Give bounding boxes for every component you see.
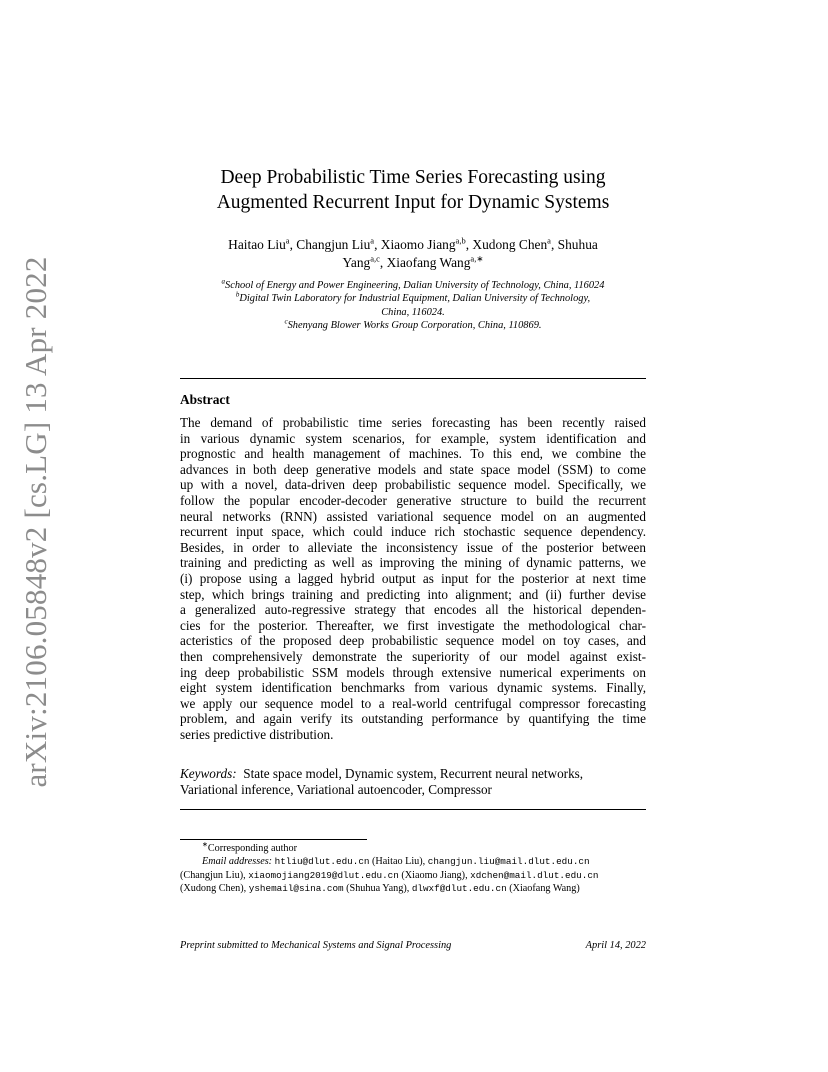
keywords-text: State space model, Dynamic system, Recurrent neural networks, [243,766,584,781]
author-name: Xiaomo Jiang [380,237,456,252]
email-label: Email addresses: [202,856,273,868]
abstract-line: step, which brings training and predicting into alignment; and (ii) further devise [180,586,646,602]
abstract-bottom-rule [180,809,646,810]
affiliation-text: School of Energy and Power Engineering, Dalian University of Technology, China, 116024 [225,280,605,291]
email-link[interactable]: changjun.liu@mail.dlut.edu.cn [427,856,590,868]
author-affil-mark: a,c [370,253,380,264]
author-name: Changjun Liu [296,237,371,252]
abstract-line: neural networks (RNN) assisted variational sequence model on an augmented [180,508,646,524]
author-affil-mark: a [285,235,290,246]
paper-title [170,165,656,215]
abstract-line: The demand of probabilistic time series forecasting has been recently raised [180,415,646,430]
abstract-line: eight system identification benchmarks from various dynamic systems. Finally, [180,680,646,696]
author-affil-mark: a,∗ [470,253,484,264]
abstract-line: problem, and again verify its outstanding performance by quantifying the time [180,711,646,727]
author-affil-mark: a,b [455,235,466,246]
keywords [180,766,646,797]
abstract-line: prognostic and health management of machines. To this end, we combine the [180,446,646,462]
author-separator: , [374,237,381,252]
affiliation-mark: a [221,277,226,286]
author-list [170,236,656,272]
email-line-3: (Xudong Chen), yshemail@sina.com (Shuhua Yang), dlwxf@dlut.edu.cn (Xiaofang Wang) [180,883,580,895]
abstract-body [180,415,646,742]
keywords-line-2: Variational inference, Variational autoencoder, Compressor [180,781,492,797]
abstract-line: cies for the posterior. Thereafter, we first investigate the methodological char- [180,617,646,633]
abstract-top-rule [180,378,646,379]
footnote-rule [180,839,367,840]
email-owner: (Xiaomo Jiang) [401,869,466,881]
affiliation-text: China, 116024. [381,306,445,318]
email-link[interactable]: xdchen@mail.dlut.edu.cn [470,869,599,881]
abstract-line: advances in both deep generative models and state space model (SSM) to come [180,461,646,477]
affiliations [150,279,676,333]
author-separator: , [465,237,473,252]
abstract-line: we apply our sequence model to a real-world centrifugal compressor forecasting [180,695,646,711]
abstract-heading: Abstract [180,392,230,407]
author-affil-mark: a [370,235,375,246]
abstract-line: up with a novel, data-driven deep probabilistic sequence model. Specifically, we [180,477,646,493]
abstract-line: acteristics of the proposed deep probabilistic sequence model on toy cases, and [180,633,646,649]
arxiv-stamp: arXiv:2106.05848v2 [cs.LG] 13 Apr 2022 [18,256,53,788]
author-name: Shuhua [557,237,598,252]
abstract-line: in various dynamic system scenarios, for example, system identification and [180,430,646,446]
author-separator: , [379,255,387,270]
keywords-label: Keywords: [180,766,237,781]
email-owner: (Xudong Chen) [180,883,244,895]
affiliation-b [150,292,676,305]
preprint-date: April 14, 2022 [585,940,646,951]
author-name: Haitao Liu [228,237,286,252]
affiliation-b-cont [150,306,676,319]
abstract-line: training and predicting as well as improving the mining of dynamic patterns, we [180,555,646,571]
email-owner: (Xiaofang Wang) [509,883,580,895]
author-name: Xudong Chen [472,237,548,252]
email-owner: (Changjun Liu) [180,869,244,881]
email-link[interactable]: htliu@dlut.edu.cn [274,856,370,868]
affiliation-c [150,319,676,332]
preprint-note: Preprint submitted to Mechanical Systems and Signal Processing [180,940,452,951]
affiliation-text: Digital Twin Laboratory for Industrial Equipment, Dalian University of Technology, [239,293,591,305]
abstract-line: follow the popular encoder-decoder generative structure to build the recurrent [180,492,646,508]
author-separator: , [289,237,297,252]
email-link[interactable]: yshemail@sina.com [248,883,344,895]
author-separator: , [550,237,558,252]
affiliation-a [150,279,676,292]
email-owner: (Shuhua Yang) [346,883,407,895]
abstract-line: recurrent input space, which could induce rich stochastic sequence dependency. [180,524,646,540]
author-name: Xiaofang Wang [386,255,471,270]
author-name: Yang [342,255,371,270]
abstract-line: then comprehensively demonstrate the superiority of our model against exist- [180,648,646,664]
email-link[interactable]: dlwxf@dlut.edu.cn [411,883,507,895]
abstract-line: series predictive distribution. [180,726,334,742]
email-line-2: (Changjun Liu), xiaomojiang2019@dlut.edu.cn (Xiaomo Jiang), xdchen@mail.dlut.edu.cn [180,869,599,881]
title-line-1: Deep Probabilistic Time Series Forecasting using [220,167,606,188]
corresponding-text: Corresponding author [207,843,298,854]
abstract-line: Besides, in order to alleviate the inconsistency issue of the posterior between [180,539,646,555]
author-line-2 [170,254,656,272]
email-owner: (Haitao Liu) [372,856,423,868]
author-affil-mark: a [547,235,551,246]
affiliation-text: Shenyang Blower Works Group Corporation, China, 110869. [287,320,542,332]
author-line-1 [170,236,656,254]
footnote-mark: ∗ [202,840,208,849]
abstract-line: (i) propose using a lagged hybrid output as input for the posterior at next time [180,570,646,586]
affiliation-mark: c [284,317,288,326]
email-line-1: Email addresses: htliu@dlut.edu.cn (Haitao Liu), changjun.liu@mail.dlut.edu.cn [202,856,590,868]
abstract-line: ing deep probabilistic SSM models through extensive numerical experiments on [180,664,646,680]
title-line-2: Augmented Recurrent Input for Dynamic Systems [216,192,610,213]
keywords-line-1 [180,766,646,782]
email-link[interactable]: xiaomojiang2019@dlut.edu.cn [248,869,399,881]
affiliation-mark: b [235,290,240,299]
corresponding-author-note [180,842,646,855]
footnotes [180,842,646,896]
abstract-line: a generalized auto-regressive strategy that encodes all the historical dependen- [180,602,646,618]
